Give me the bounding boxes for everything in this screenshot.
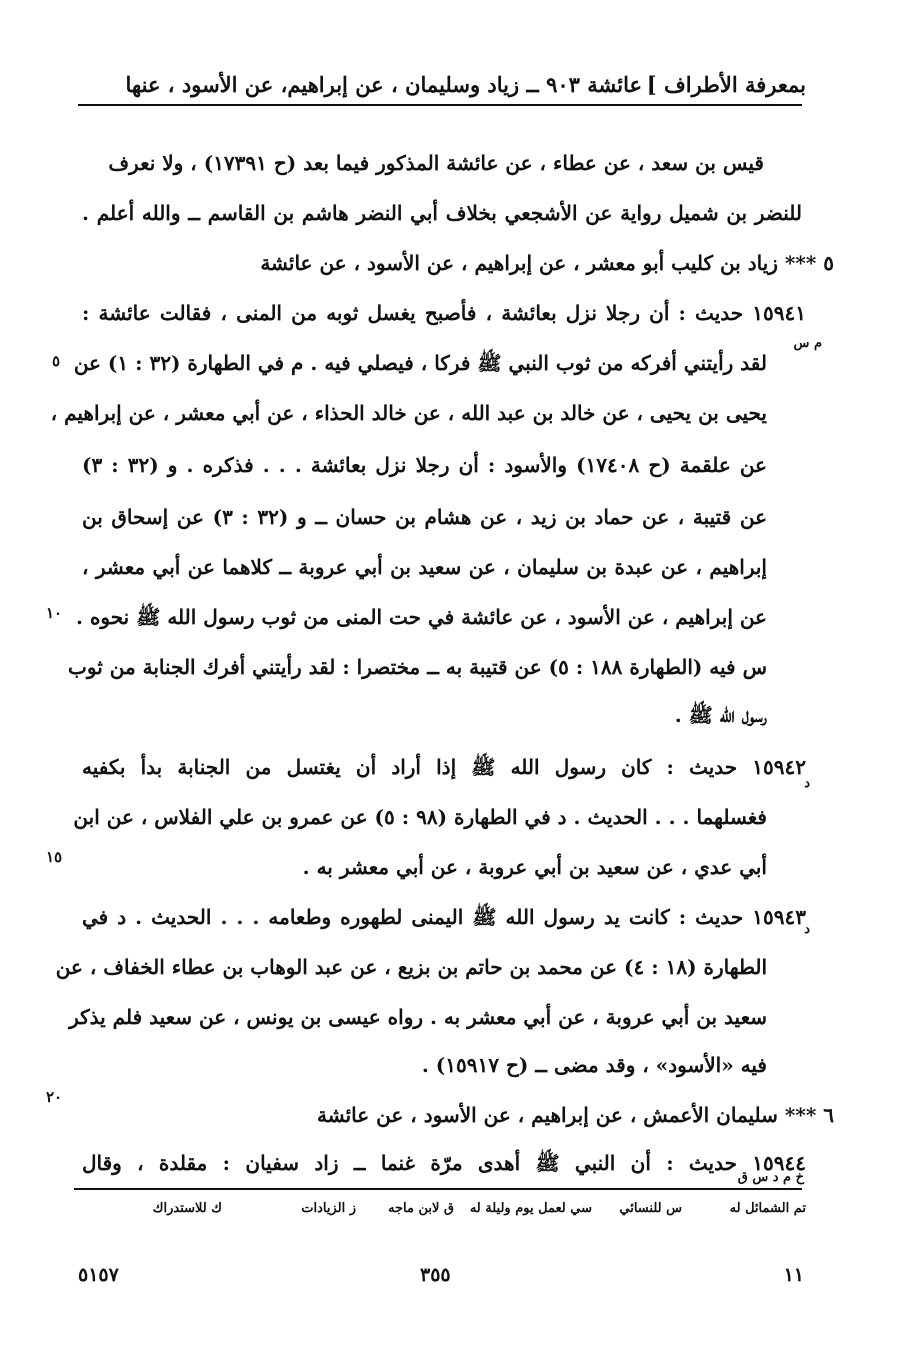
sigla-note: د: [804, 776, 810, 791]
text-line: أبي عدي ، عن سعيد بن أبي عروبة ، عن أبي معشر به .: [302, 855, 767, 879]
text-line: إبراهيم ، عن عبدة بن سليمان ، عن سعيد بن أبي عروبة ــ كلاهما عن أبي معشر ،: [82, 555, 767, 579]
header-section-title: عائشة ٩٠٣ ــ زياد وسليمان ، عن إبراهيم، عن الأسود ، عنها: [125, 72, 642, 97]
margin-line-number: ١٥: [46, 848, 63, 866]
hadith-15941-first-line: ١٥٩٤١ حديث : أن رجلا نزل بعائشة ، فأصبح يغسل ثوبه من المنى ، فقالت عائشة :: [82, 301, 806, 325]
section-heading-zyad: ٥ *** زياد بن كليب أبو معشر ، عن إبراهيم ، عن الأسود ، عن عائشة: [260, 251, 834, 275]
hadith-15942-first-line: ١٥٩٤٢ حديث : كان رسول الله ﷺ إذا أراد أن يغتسل من الجنابة بدأ بكفيه: [82, 755, 806, 779]
text-line: عن علقمة (ح ١٧٤٠٨) والأسود : أن رجلا نزل بعائشة . . . فذكره . و (٣٢ : ٣): [82, 453, 767, 477]
text-line: يحيى بن يحيى ، عن خالد بن عبد الله ، عن خالد الحذاء ، عن أبي معشر ، عن إبراهيم ،: [50, 401, 767, 425]
text-line: للنضر بن شميل رواية عن الأشجعي بخلاف أبي النضر هاشم بن القاسم ــ والله أعلم .: [82, 201, 802, 225]
sigla-note: م س: [793, 336, 822, 351]
hadith-15943-first-line: ١٥٩٤٣ حديث : كانت يد رسول الله ﷺ اليمنى لطهوره وطعامه . . . الحديث . د في: [82, 905, 806, 929]
entry-number: ٥١٥٧: [78, 1264, 119, 1286]
footer-rule: [74, 1188, 802, 1190]
text-line: سعيد بن أبي عروبة ، عن أبي معشر به . رواه عيسى بن يونس ، عن سعيد فلم يذكر: [69, 1005, 767, 1029]
margin-line-number: ٢٠: [46, 1088, 63, 1106]
text-line: رسول الله ﷺ .: [674, 703, 767, 727]
text-line: لقد رأيتني أفركه من ثوب النبي ﷺ فركا ، فيصلي فيه . م في الطهارة (٣٢ : ١) عن: [73, 351, 767, 375]
text-line: فيه «الأسود» ، وقد مضى ــ (ح ١٥٩١٧) .: [421, 1053, 767, 1077]
hadith-15944-first-line: ١٥٩٤٤ حديث : أن النبي ﷺ أهدى مرّة غنما ــ زاد سفيان : مقلدة ، وقال: [82, 1151, 806, 1175]
page-number: ٣٥٥: [420, 1264, 451, 1286]
volume-number: ١١: [783, 1264, 804, 1286]
text-line: قيس بن سعد ، عن عطاء ، عن عائشة المذكور فيما بعد (ح ١٧٣٩١) ، ولا نعرف: [108, 151, 764, 175]
header-book-title: بمعرفة الأطراف ]: [646, 72, 806, 97]
abbreviation: سي لعمل يوم وليلة له: [469, 1201, 592, 1216]
header-rule: [78, 104, 802, 106]
abbreviation: ز الزيادات: [301, 1201, 356, 1216]
section-heading-sulayman: ٦ *** سليمان الأعمش ، عن إبراهيم ، عن الأسود ، عن عائشة: [317, 1103, 834, 1127]
text-line: فغسلهما . . . الحديث . د في الطهارة (٩٨ : ٥) عن عمرو بن علي الفلاس ، عن ابن: [73, 805, 767, 829]
margin-line-number: ٥: [52, 352, 61, 370]
sigla-note: د: [804, 922, 810, 937]
text-line: س فيه (الطهارة ١٨٨ : ٥) عن قتيبة به ــ مختصرا : لقد رأيتني أفرك الجنابة من ثوب: [68, 655, 767, 679]
abbreviation: س للنسائي: [619, 1201, 682, 1216]
margin-line-number: ١٠: [46, 604, 63, 622]
abbreviation: ق لابن ماجه: [388, 1201, 454, 1216]
abbreviation: تم الشمائل له: [729, 1201, 806, 1216]
sigla-note: خ م د س ق: [737, 1170, 804, 1185]
abbreviation: ك للاستدراك: [152, 1201, 222, 1216]
text-line: عن إبراهيم ، عن الأسود ، عن عائشة في حت المنى من ثوب رسول الله ﷺ نحوه .: [76, 605, 767, 629]
text-line: عن قتيبة ، عن حماد بن زيد ، عن هشام بن حسان ــ و (٣٢ : ٣) عن إسحاق بن: [82, 505, 768, 529]
text-line: الطهارة (١٨ : ٤) عن محمد بن حاتم بن بزيع ، عن عبد الوهاب بن عطاء الخفاف ، عن: [55, 955, 767, 979]
